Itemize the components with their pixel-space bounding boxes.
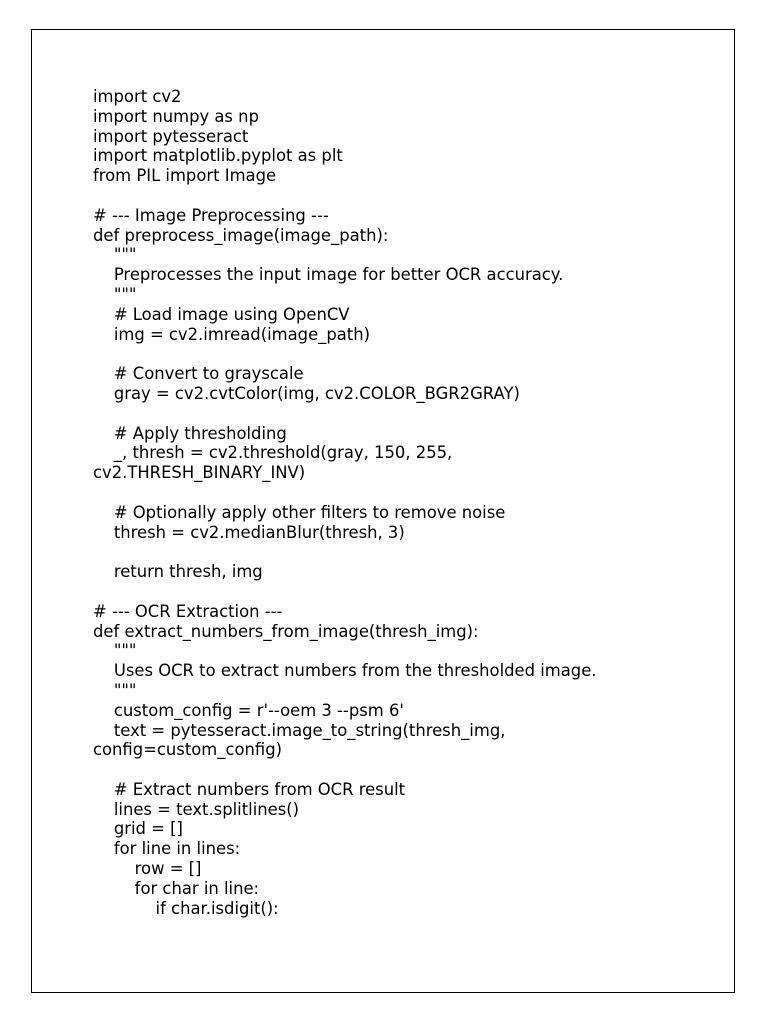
code-line: text = pytesseract.image_to_string(thresh_img, (93, 720, 506, 740)
code-line: thresh = cv2.medianBlur(thresh, 3) (93, 522, 405, 542)
code-line: grid = [] (93, 819, 183, 839)
code-line (93, 344, 723, 364)
code-line (93, 404, 723, 424)
code-line: # --- OCR Extraction --- (93, 601, 283, 621)
code-line: _, thresh = cv2.threshold(gray, 150, 255, (93, 443, 453, 463)
code-line (93, 186, 723, 206)
code-line: cv2.THRESH_BINARY_INV) (93, 463, 306, 483)
code-line: gray = cv2.cvtColor(img, cv2.COLOR_BGR2GRAY) (93, 383, 520, 403)
code-line: """ (93, 680, 137, 700)
code-line: # Optionally apply other filters to remove noise (93, 502, 506, 522)
code-line: import cv2 (93, 87, 182, 106)
code-line: from PIL import Image (93, 166, 277, 186)
code-line: # Load image using OpenCV (93, 304, 350, 324)
code-line: def extract_numbers_from_image(thresh_img): (93, 621, 479, 641)
code-line: config=custom_config) (93, 740, 282, 760)
code-line: # --- Image Preprocessing --- (93, 205, 329, 225)
code-line: # Apply thresholding (93, 423, 287, 443)
code-line: custom_config = r'--oem 3 --psm 6' (93, 700, 404, 720)
code-line: # Convert to grayscale (93, 364, 304, 384)
code-line: Uses OCR to extract numbers from the thresholded image. (93, 661, 597, 681)
code-line: if char.isdigit(): (93, 898, 279, 918)
code-line (93, 483, 723, 503)
code-line: """ (93, 641, 137, 661)
code-line: row = [] (93, 859, 202, 879)
code-line: for line in lines: (93, 839, 241, 859)
code-line: Preprocesses the input image for better OCR accuracy. (93, 265, 564, 285)
code-line: def preprocess_image(image_path): (93, 225, 389, 245)
code-text-block (93, 87, 723, 918)
code-line (93, 760, 723, 780)
code-line: lines = text.splitlines() (93, 799, 300, 819)
code-line: import matplotlib.pyplot as plt (93, 146, 343, 166)
code-line: import numpy as np (93, 106, 259, 126)
code-line (93, 582, 723, 602)
code-line: return thresh, img (93, 562, 263, 582)
code-line: for char in line: (93, 878, 260, 898)
code-line: # Extract numbers from OCR result (93, 779, 406, 799)
code-line: img = cv2.imread(image_path) (93, 324, 370, 344)
code-line: import pytesseract (93, 126, 249, 146)
code-line (93, 542, 723, 562)
code-line: """ (93, 284, 137, 304)
code-line: """ (93, 245, 137, 265)
